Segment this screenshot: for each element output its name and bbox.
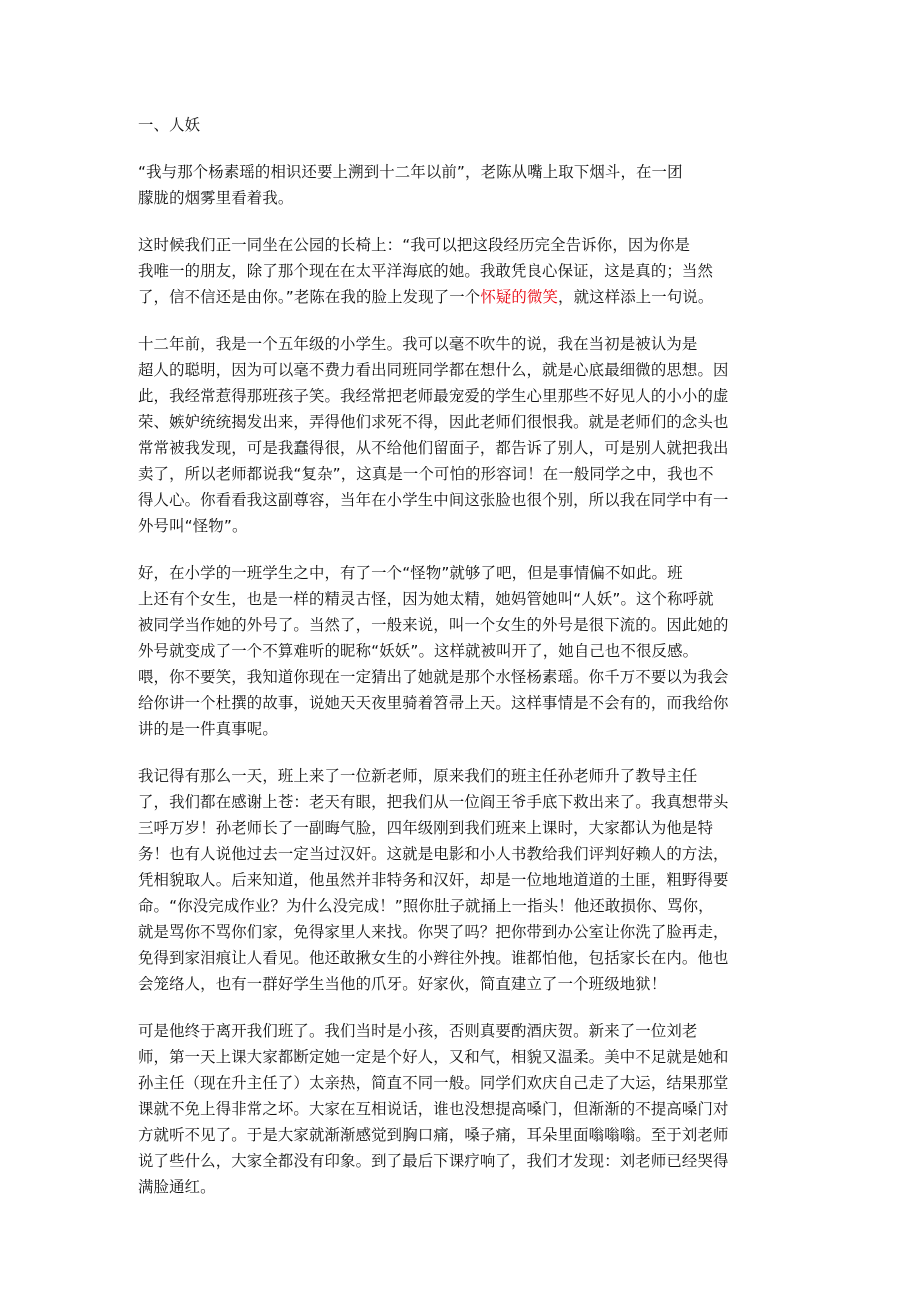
paragraph-line: 讲的是一件真事呢。 — [138, 720, 278, 738]
paragraph-line: 了，我们都在感谢上苍：老天有眼，把我们从一位阎王爷手底下救出来了。我真想带头 — [138, 793, 729, 811]
highlighted-phrase: 怀疑的微笑 — [480, 288, 559, 306]
paragraph-line: 凭相貌取人。后来知道，他虽然并非特务和汉奸，却是一位地地道道的土匪，粗野得要 — [138, 871, 729, 889]
paragraph-line: 外号叫“怪物”。 — [138, 517, 248, 535]
paragraph-gap — [138, 310, 764, 331]
paragraph-line: 给你讲一个杜撰的故事，说她天天夜里骑着笤帚上天。这样事情是不会有的，而我给你 — [138, 694, 729, 712]
paragraph-line: 就是骂你不骂你们家，免得家里人来找。你哭了吗？把你带到办公室让你洗了脸再走， — [138, 923, 729, 941]
paragraph-line: 免得到家泪痕让人看见。他还敢揪女生的小辫往外拽。谁都怕他，包括家长在内。他也 — [138, 949, 729, 967]
paragraph-gap — [138, 742, 764, 763]
paragraph-line: 孙主任（现在升主任了）太亲热，简直不同一般。同学们欢庆自己走了大运，结果那堂 — [138, 1074, 729, 1092]
text-run: ，就这样添上一句说。 — [558, 288, 714, 306]
paragraph-gap — [138, 138, 764, 159]
paragraph-line: 超人的聪明，因为可以毫不费力看出同班同学都在想什么，就是心底最细微的思想。因 — [138, 361, 729, 379]
paragraph-line: “我与那个杨素瑶的相识还要上溯到十二年以前”，老陈从嘴上取下烟斗，在一团 — [138, 163, 683, 181]
paragraph-line: 方就听不见了。于是大家就渐渐感觉到胸口痛，嗓子痛，耳朵里面嗡嗡嗡。至于刘老师 — [138, 1126, 729, 1144]
paragraph-line: 师，第一天上课大家都断定她一定是个好人，又和气，相貌又温柔。美中不足就是她和 — [138, 1048, 729, 1066]
paragraph-6 — [138, 1018, 764, 1200]
paragraph-5 — [138, 763, 764, 997]
paragraph-line: 此，我经常惹得那班孩子笑。我经常把老师最宠爱的学生心里那些不好见人的小小的虚 — [138, 387, 729, 405]
chapter-heading: 一、人妖 — [138, 116, 201, 134]
paragraph-line: 我记得有那么一天，班上来了一位新老师，原来我们的班主任孙老师升了教导主任 — [138, 767, 698, 785]
paragraph-line: 满脸通红。 — [138, 1178, 216, 1196]
paragraph-line: 务！也有人说他过去一定当过汉奸。这就是电影和小人书教给我们评判好赖人的方法， — [138, 845, 729, 863]
paragraph-line: 可是他终于离开我们班了。我们当时是小孩，否则真要酌酒庆贺。新来了一位刘老 — [138, 1022, 698, 1040]
paragraph-line: 被同学当作她的外号了。当然了，一般来说，叫一个女生的外号是很下流的。因此她的 — [138, 616, 729, 634]
paragraph-line: 好，在小学的一班学生之中，有了一个“怪物”就够了吧，但是事情偏不如此。班 — [138, 564, 683, 582]
paragraph-line: 朦胧的烟雾里看着我。 — [138, 189, 294, 207]
document-page — [138, 112, 764, 1200]
text-run: 了，信不信还是由你。”老陈在我的脸上发现了一个 — [138, 288, 481, 306]
paragraph-line: 我唯一的朋友，除了那个现在在太平洋海底的她。我敢凭良心保证，这是真的；当然 — [138, 262, 714, 280]
paragraph-line — [138, 284, 764, 310]
paragraph-gap — [138, 997, 764, 1018]
paragraph-line: 十二年前，我是一个五年级的小学生。我可以毫不吹牛的说，我在当初是被认为是 — [138, 335, 698, 353]
paragraph-line: 荣、嫉妒统统揭发出来，弄得他们求死不得，因此老师们很恨我。就是老师们的念头也 — [138, 413, 729, 431]
paragraph-2 — [138, 232, 764, 310]
paragraph-4 — [138, 560, 764, 742]
paragraph-line: 喂，你不要笑，我知道你现在一定猜出了她就是那个水怪杨素瑶。你千万不要以为我会 — [138, 668, 729, 686]
paragraph-gap — [138, 211, 764, 232]
paragraph-line: 命。“你没完成作业？为什么没完成！”照你肚子就捅上一指头！他还敢损你、骂你， — [138, 897, 714, 915]
paragraph-line: 说了些什么，大家全都没有印象。到了最后下课疗响了，我们才发现：刘老师已经哭得 — [138, 1152, 729, 1170]
paragraph-gap — [138, 539, 764, 560]
paragraph-line: 课就不免上得非常之坏。大家在互相说话，谁也没想提高嗓门，但渐渐的不提高嗓门对 — [138, 1100, 729, 1118]
paragraph-line: 这时候我们正一同坐在公园的长椅上：“我可以把这段经历完全告诉你，因为你是 — [138, 236, 691, 254]
paragraph-line: 常常被我发现，可是我蠢得很，从不给他们留面子，都告诉了别人，可是别人就把我出 — [138, 439, 729, 457]
paragraph-3 — [138, 331, 764, 539]
paragraph-line: 上还有个女生，也是一样的精灵古怪，因为她太精，她妈管她叫“人妖”。这个称呼就 — [138, 590, 714, 608]
paragraph-line: 会笼络人，也有一群好学生当他的爪牙。好家伙，简直建立了一个班级地狱！ — [138, 975, 667, 993]
paragraph-line: 外号就变成了一个不算难听的昵称“妖妖”。这样就被叫开了，她自己也不很反感。 — [138, 642, 699, 660]
paragraph-line: 得人心。你看看我这副尊容，当年在小学生中间这张脸也很个别，所以我在同学中有一 — [138, 491, 729, 509]
paragraph-line: 卖了，所以老师都说我“复杂”，这真是一个可怕的形容词！在一般同学之中，我也不 — [138, 465, 714, 483]
paragraph-line: 三呼万岁！孙老师长了一副晦气脸，四年级刚到我们班来上课时，大家都认为他是特 — [138, 819, 714, 837]
paragraph-1 — [138, 159, 764, 211]
